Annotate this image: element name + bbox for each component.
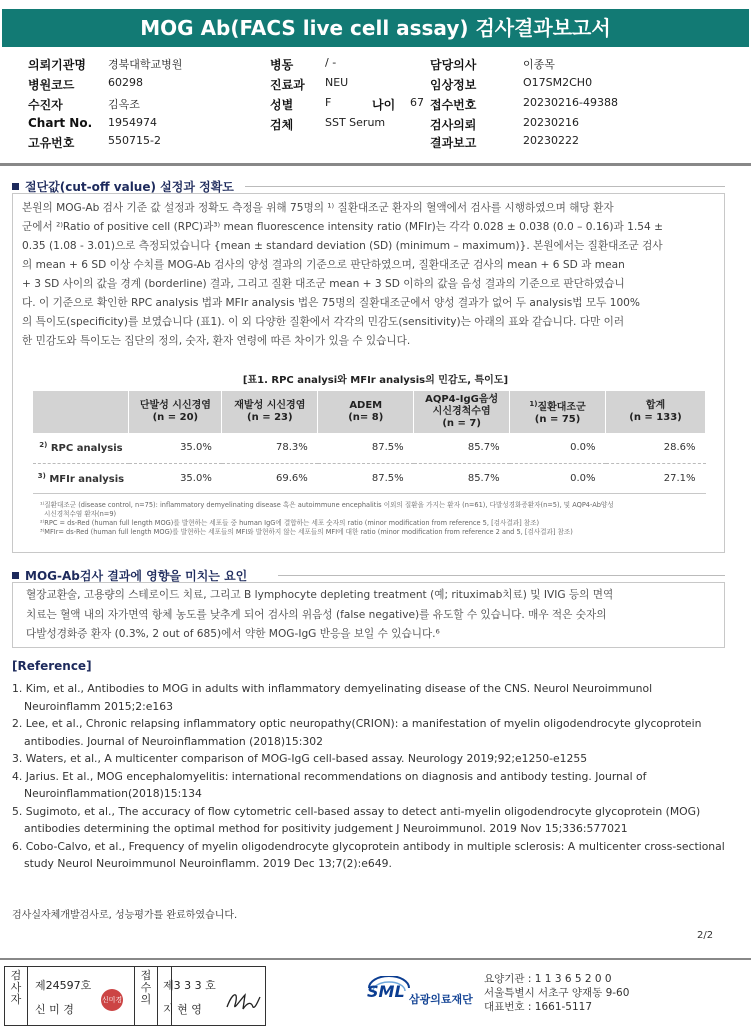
signature-icon (223, 989, 263, 1015)
table-cell: 27.1% (606, 463, 706, 493)
table-footnotes: ¹⁾질환대조군 (disease control, n=75): inflammatory demyelinating disease 혹은 autoimmune encephalitis 이외의 질환을 가지는 환자 (n=61), 다발성경화증환자(n=5), 및 AQP4-Ab양성 시신경척수염 환자(n=9) ²⁾RPC = ds-Red (human full length MOG)를 발현하는 세포들 중 human IgG에 결합하는 세포 숫자의 ratio (minor modification from reference 5, [검사결과] 참조) ³⁾MFIr= ds-Red (human full length MOG)를 발현하는 세포들의 MFI와 발현하지 않는 세포들의 MFI에 대한 ratio (minor modification from reference 2 and 5, [검사결과] 참조) (40, 501, 614, 536)
header-cell: 합계 (n = 133) (606, 391, 706, 433)
reference-item: 1. Kim, et al., Antibodies to MOG in adults with inflammatory demyelinating disease of the CNS. Neurol Neuroimmunol Neuroinflamm 2015;2:e163 (12, 682, 653, 713)
table-header-row (33, 391, 706, 433)
specimen-label: 검체 (270, 118, 294, 132)
request-value: 20230216 (523, 116, 579, 129)
tester-label: 검사자 (10, 969, 22, 1006)
table-cell: 87.5% (318, 433, 414, 463)
header-cell: 재발성 시신경염 (n = 23) (222, 391, 318, 433)
section2-rule (278, 575, 725, 576)
accession-value: 20230216-49388 (523, 96, 618, 109)
table-cell: 85.7% (414, 463, 510, 493)
chart-value: 1954974 (108, 116, 157, 129)
table-cell: 85.7% (414, 433, 510, 463)
reference-item: 3. Waters, et al., A multicenter comparison of MOG-IgG cell-based assay. Neurology 2019;92;e1250-e1255 (12, 752, 588, 765)
table-caption: [표1. RPC analysi와 MFIr analysis의 민감도, 특이도] (242, 375, 509, 386)
stamp-icon: 신미경 (101, 989, 123, 1011)
section2-title: MOG-Ab검사 결과에 영향을 미치는 요인 (12, 567, 247, 584)
footer (0, 962, 751, 1031)
section1-paragraph: 본원의 MOG-Ab 검사 기준 값 설정과 정확도 측정을 위해 75명의 ¹⁾ 질환대조군 환자의 혈액에서 검사를 시행하였으며 해당 환자 군에서 ²⁾Ratio of positive cell (RPC)과³⁾ mean fluorescence intensity ratio (MFIr)는 각각 0.028 ± 0.038 (0.0 – 0.16)과 1.54 ± 0.35 (1.08 - 3.01)으로 측정되었습니다 {mean ± standard deviation (SD) (minimum – maximum)}. 본원에서는 질환대조군 검사 의 mean + 6 SD 이상 수치를 MOG-Ab 검사의 양성 결과의 기준으로 판단하였으며, 질환대조군 검사의 mean + 6 SD 과 mean + 3 SD 사이의 값을 경계 (borderline) 결과, 그리고 질환 대조군 mean + 3 SD 이하의 값을 음성 결과의 기준으로 판단하였습니 다. 이 기준으로 확인한 RPC analysis 법과 MFIr analysis 법은 75명의 질환대조군에서 양성 결과가 없어 두 analysis법 모두 100% 의 특이도(specificity)를 보였습니다 (표1). 이 외 다양한 질환에서 각각의 민감도(sensitivity)는 아래의 표와 같습니다. 다만 이러 한 민감도와 특이도는 집단의 정의, 숫자, 환자 연령에 따른 차이가 있을 수 있습니다. (22, 202, 663, 347)
patient-value: 김옥조 (108, 98, 140, 111)
reference-item: 4. Jarius. Et al., MOG encephalomyelitis: international recommendations on diagnosis and antibody testing. Journal of Neuroinflammation(2018)15:134 (12, 769, 647, 800)
ward-label: 병동 (270, 58, 294, 72)
header-cell: AQP4-IgG음성 시신경척수염 (n = 7) (414, 391, 510, 433)
tester-license: 제24597호 (35, 979, 92, 992)
doctor-value: 이종목 (523, 58, 555, 71)
table-cell: 0.0% (510, 433, 606, 463)
table-cell: 28.6% (606, 433, 706, 463)
table-cell: 0.0% (510, 463, 606, 493)
accession-label: 접수번호 (430, 98, 477, 112)
request-label: 검사의뢰 (430, 118, 477, 132)
age-value: 67 (410, 96, 424, 109)
table-cell: 35.0% (129, 463, 222, 493)
closing-note: 검사실자체개발검사로, 성능평가를 완료하였습니다. (12, 910, 238, 921)
header-cell: $^{1)}$질환대조군 (n = 75) (510, 391, 606, 433)
patient-info (0, 54, 751, 154)
hospital-code-value: 60298 (108, 76, 143, 89)
unique-label: 고유번호 (28, 136, 75, 150)
age-label: 나이 (372, 98, 396, 112)
divider (0, 163, 751, 166)
header-blank (33, 391, 129, 433)
approver-license: 제3 3 3 호 (163, 979, 216, 992)
row-header: $^{2)}$ RPC analysis (33, 433, 129, 463)
doctor-label: 담당의사 (430, 58, 477, 72)
table-cell: 87.5% (318, 463, 414, 493)
reference-item: study Neurol Neuroimmunol Neuroinflamm. 2019 Dec 13;7(2):e649. (24, 857, 392, 870)
references-heading: [Reference] (12, 659, 92, 673)
reference-item: 6. Cobo-Calvo, et al., Frequency of myelin oligodendrocyte glycoprotein antibody in multiple sclerosis: A multicenter cross-sectional (12, 839, 725, 853)
report-date-label: 결과보고 (430, 136, 477, 150)
reference-item: 5. Sugimoto, et al., The accuracy of flow cytometric cell-based assay to detect anti-myelin oligodendrocyte glycoprotein (MOG) antibodies determining the optimal method for positivity judgement J Neuroimmunol. 2019 Nov 15;336:577021 (12, 804, 701, 835)
institution-label: 의뢰기관명 (28, 58, 86, 72)
table-cell: 78.3% (222, 433, 318, 463)
unique-value: 550715-2 (108, 134, 161, 147)
sex-value: F (325, 96, 332, 109)
header-cell: ADEM (n= 8) (318, 391, 414, 433)
bullet-square-icon (12, 183, 19, 190)
org-name: 삼광의료재단 (409, 993, 473, 1006)
dept-value: NEU (325, 76, 349, 89)
institution-value: 경북대학교병원 (108, 58, 183, 71)
tester-name: 신 미 경 (35, 1003, 74, 1016)
ward-value: / - (325, 56, 337, 69)
bullet-square-icon (12, 572, 19, 579)
footer-divider (0, 958, 751, 960)
org-address: 요양기관 : 1 1 3 6 5 2 0 0 서울특별시 서초구 양재동 9-60 대표번호 : 1661-5117 (484, 973, 630, 1013)
report-date-value: 20230222 (523, 134, 579, 147)
hospital-code-label: 병원코드 (28, 78, 75, 92)
section1-rule (245, 186, 725, 187)
table-row (33, 463, 706, 493)
sex-label: 성별 (270, 98, 294, 112)
section2-paragraph: 혈장교환술, 고용량의 스테로이드 치료, 그리고 B lymphocyte depleting treatment (예; rituximab치료) 및 IVIG 등의 면역 치료는 혈액 내의 자가면역 항체 농도를 낮추게 되어 검사의 위음성 (false negative)를 유도할 수 있습니다. 매우 적은 숫자의 다발성경화증 환자 (0.3%, 2 out of 685)에서 약한 MOG-IgG 반응을 보일 수 있습니다.⁶ (26, 589, 614, 640)
dept-label: 진료과 (270, 78, 305, 92)
table-cell: 69.6% (222, 463, 318, 493)
table-cell: 35.0% (129, 433, 222, 463)
table-row (33, 433, 706, 463)
approver-label: 접수의 (140, 969, 152, 1006)
patient-label: 수진자 (28, 98, 63, 112)
approver-signature-box (134, 966, 266, 1026)
sensitivity-table (33, 391, 706, 494)
sml-logo-icon: SML (367, 976, 411, 1004)
clinical-value: O17SM2CH0 (523, 76, 593, 89)
page-number: 2/2 (697, 930, 714, 941)
report-title: MOG Ab(FACS live cell assay) 검사결과보고서 (2, 9, 749, 47)
references-list (12, 680, 732, 873)
approver-name: 지 현 영 (163, 1003, 202, 1016)
section1-title: 절단값(cut-off value) 설정과 정확도 (12, 178, 234, 195)
specimen-value: SST Serum (325, 116, 386, 129)
clinical-label: 임상정보 (430, 78, 477, 92)
chart-label: Chart No. (28, 116, 93, 130)
row-header: $^{3)}$ MFIr analysis (33, 463, 129, 493)
reference-item: 2. Lee, et al., Chronic relapsing inflammatory optic neuropathy(CRION): a manifestation of myelin oligodendrocyte glycoprotein antibodies. Journal of Neuroinflammation (2018)15:302 (12, 717, 702, 748)
header-cell: 단발성 시신경염 (n = 20) (129, 391, 222, 433)
